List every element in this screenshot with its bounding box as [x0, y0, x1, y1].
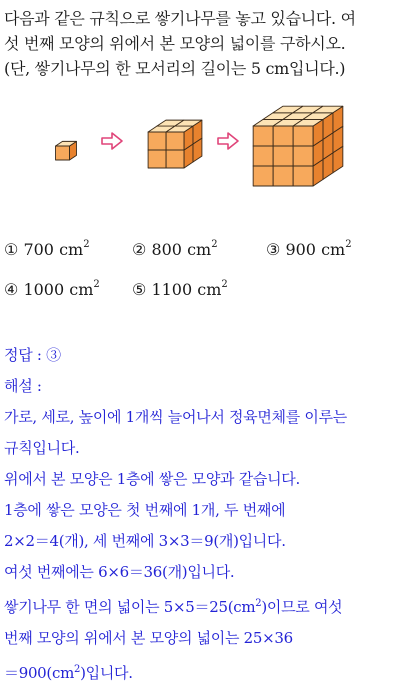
explanation-line-9: [4, 654, 396, 689]
choice-mark: ⑤: [132, 280, 147, 299]
choice-1[interactable]: [4, 240, 90, 259]
problem-line-1: 다음과 같은 규칙으로 쌓기나무를 놓고 있습니다. 여: [4, 9, 356, 28]
problem-line-2: 섯 번째 모양의 위에서 본 모양의 넓이를 구하시오.: [4, 34, 346, 53]
answer-label: 정답 : ③: [4, 346, 61, 364]
choice-value: 1100 cm: [151, 280, 222, 299]
choice-3[interactable]: [266, 240, 352, 259]
explanation-line-8: 번째 모양의 위에서 본 모양의 넓이는 25×36: [4, 629, 293, 647]
arrow-icon: [218, 133, 238, 149]
choice-mark: ③: [266, 240, 281, 259]
explanation-line-2: 규칙입니다.: [4, 439, 80, 457]
cube-stack: [56, 141, 77, 160]
choice-value: 1000 cm: [23, 280, 94, 299]
choice-exponent: 2: [211, 238, 218, 250]
choice-exponent: 2: [345, 238, 352, 250]
explanation-line-7-text: 쌓기나무 한 면의 넓이는 5×5＝25(cm: [4, 598, 256, 616]
cube-pattern-svg: [50, 96, 350, 192]
choice-5[interactable]: [132, 280, 228, 299]
cube-stack: [253, 106, 343, 186]
explanation-line-9-rest: )입니다.: [80, 664, 133, 682]
cube-groups: [56, 106, 343, 186]
choice-2[interactable]: [132, 240, 218, 259]
choice-mark: ④: [4, 280, 19, 299]
choice-value: 800 cm: [151, 240, 212, 259]
superscript: 2: [255, 598, 262, 609]
arrow-icon: [102, 133, 122, 149]
explanation-line-7-rest: )이므로 여섯: [261, 598, 343, 616]
explanation-line-9-text: ＝900(cm: [4, 664, 75, 682]
choice-mark: ②: [132, 240, 147, 259]
choice-4[interactable]: [4, 280, 100, 299]
choice-value: 900 cm: [285, 240, 346, 259]
problem-line-3: (단, 쌓기나무의 한 모서리의 길이는 5 cm입니다.): [4, 59, 346, 78]
explanation-line-5: 2×2＝4(개), 세 번째에 3×3＝9(개)입니다.: [4, 532, 286, 550]
choice-value: 700 cm: [23, 240, 84, 259]
superscript: 2: [74, 664, 81, 675]
choice-exponent: 2: [221, 278, 228, 290]
explanation-line-4: 1층에 쌓은 모양은 첫 번째에 1개, 두 번째에: [4, 501, 286, 519]
explanation-line-7: [4, 588, 396, 623]
explanation-label: 해설 :: [4, 377, 42, 395]
choice-exponent: 2: [93, 278, 100, 290]
explanation-line-3: 위에서 본 모양은 1층에 쌓은 모양과 같습니다.: [4, 470, 300, 488]
choice-exponent: 2: [83, 238, 90, 250]
cube-stack: [148, 120, 202, 168]
explanation-line-1: 가로, 세로, 높이에 1개씩 늘어나서 정육면체를 이루는: [4, 408, 347, 426]
cube-pattern-figure: [50, 96, 350, 192]
answer-explanation: [4, 340, 396, 689]
explanation-line-6: 여섯 번째에는 6×6＝36(개)입니다.: [4, 563, 235, 581]
problem-text: [4, 6, 396, 81]
choice-mark: ①: [4, 240, 19, 259]
